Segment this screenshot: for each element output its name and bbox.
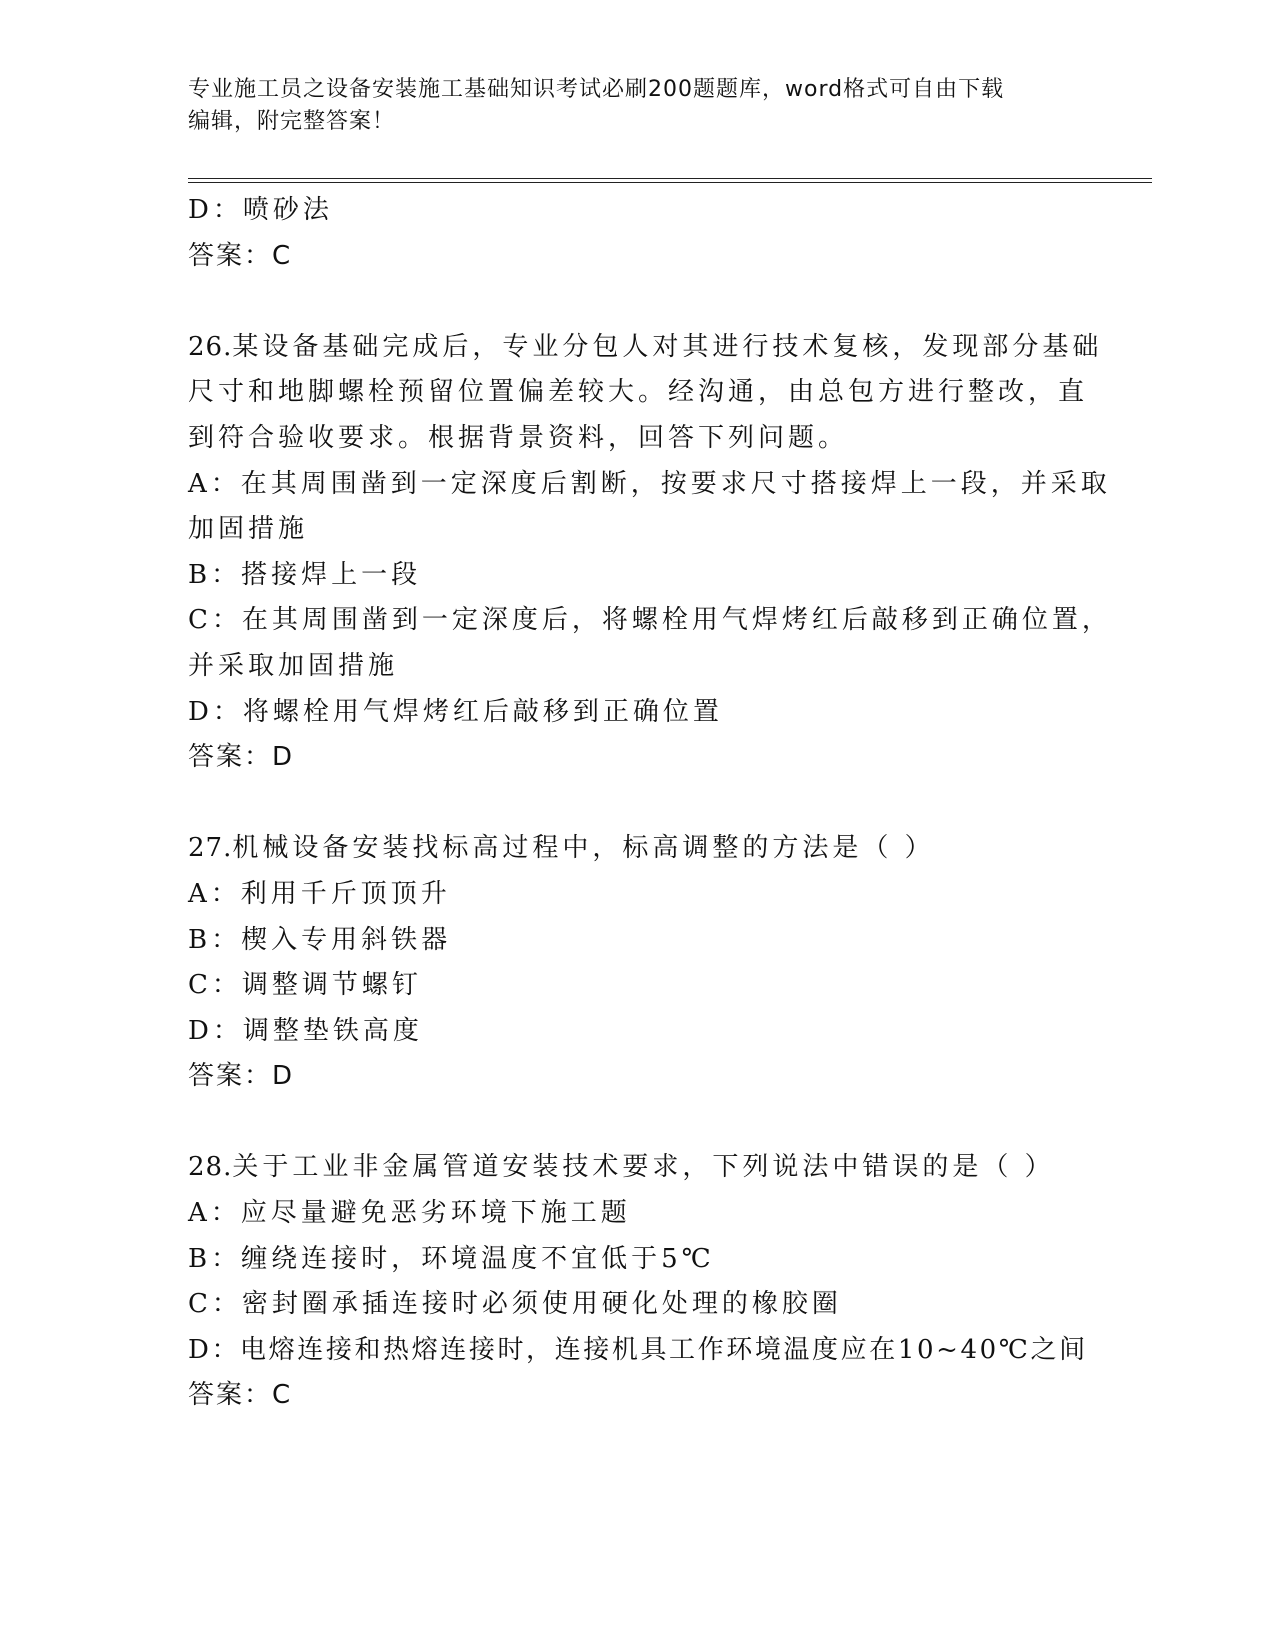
answer-label: 答案：: [188, 240, 273, 271]
page-header: [188, 74, 1088, 138]
option-text: 将螺栓用气焊烤红后敲移到正确位置: [242, 696, 723, 727]
question-stem-line: 尺寸和地脚螺栓预留位置偏差较大。经沟通，由总包方进行整改，直: [188, 377, 1089, 408]
answer-label: 答案：: [188, 1061, 273, 1092]
option-a: [188, 1191, 1088, 1237]
option-a: [188, 462, 1111, 508]
question-27: [188, 826, 1088, 1100]
option-text: 利用千斤顶顶升: [240, 878, 451, 909]
spacer: [188, 781, 1088, 827]
option-label: D：: [188, 696, 243, 727]
option-a: [188, 872, 1088, 918]
question-stem-text: 机械设备安装找标高过程中，标高调整的方法是（ ）: [232, 833, 935, 864]
question-content: [188, 188, 1112, 1419]
question-26: [188, 325, 1112, 781]
option-label: A：: [188, 1198, 241, 1229]
option-label: A：: [188, 468, 241, 499]
header-line-2: 编辑，附完整答案！: [188, 109, 396, 134]
answer-label: 答案：: [188, 1380, 273, 1411]
option-a-continued: 加固措施: [188, 514, 309, 545]
option-text: 密封圈承插连接时必须使用硬化处理的橡胶圈: [241, 1289, 842, 1320]
option-text: 在其周围凿到一定深度后割断，按要求尺寸搭接焊上一段，并采取: [240, 468, 1111, 499]
option-c: [188, 598, 1112, 644]
question-stem-line: [188, 325, 1103, 371]
option-c: [188, 1282, 1088, 1328]
option-text: 搭接焊上一段: [241, 559, 422, 590]
option-label: C：: [188, 605, 242, 636]
option-b: [188, 553, 1088, 599]
option-label: D：: [188, 1334, 241, 1365]
question-number: 26.: [188, 331, 233, 362]
header-divider: [188, 178, 1152, 183]
option-text: 调整调节螺钉: [241, 970, 422, 1001]
option-text: 楔入专用斜铁器: [241, 924, 452, 955]
question-stem-text: 关于工业非金属管道安装技术要求，下列说法中错误的是（ ）: [232, 1152, 1055, 1183]
question-stem-line: 到符合验收要求。根据背景资料，回答下列问题。: [188, 422, 849, 453]
question-number: 28.: [188, 1152, 233, 1183]
option-d: [188, 1009, 1088, 1055]
option-text: 应尽量避免恶劣环境下施工题: [240, 1198, 631, 1229]
option-text: 调整垫铁高度: [242, 1015, 423, 1046]
option-c-continued: 并采取加固措施: [188, 650, 399, 681]
spacer: [188, 279, 1088, 325]
option-d: [188, 1328, 1088, 1374]
answer-label: 答案：: [188, 742, 273, 773]
option-d: [188, 690, 1088, 736]
option-label: C：: [188, 1289, 242, 1320]
option-c: [188, 963, 1088, 1009]
answer-line: [188, 735, 1088, 781]
answer-value: C: [272, 1380, 292, 1411]
question-28: [188, 1145, 1088, 1419]
option-text: 在其周围凿到一定深度后，将螺栓用气焊烤红后敲移到正确位置，: [241, 605, 1112, 636]
option-text: 缠绕连接时，环境温度不宜低于5℃: [241, 1243, 715, 1274]
option-b: [188, 1237, 1088, 1283]
option-label: A：: [188, 878, 241, 909]
answer-value: C: [272, 240, 292, 271]
option-d-continued: D：喷砂法: [188, 195, 333, 225]
spacer: [188, 1100, 1088, 1146]
question-stem-text: 某设备基础完成后，专业分包人对其进行技术复核，发现部分基础: [232, 331, 1103, 362]
option-text: 电熔连接和热熔连接时，连接机具工作环境温度应在10~40℃之间: [240, 1334, 1088, 1365]
answer-value: D: [272, 1061, 294, 1092]
question-stem-line: [188, 1145, 1088, 1191]
answer-line: [188, 1373, 1088, 1419]
question-stem-line: [188, 826, 1088, 872]
answer-value: D: [272, 742, 294, 773]
option-label: D：: [188, 1015, 243, 1046]
header-line-1: 专业施工员之设备安装施工基础知识考试必刷200题题库，word格式可自由下载: [188, 77, 1005, 102]
option-label: B：: [188, 1243, 242, 1274]
option-label: C：: [188, 970, 242, 1001]
option-b: [188, 918, 1088, 964]
answer-line: [188, 1054, 1088, 1100]
option-label: B：: [188, 924, 242, 955]
question-number: 27.: [188, 833, 233, 864]
answer-line-25: [188, 234, 1088, 280]
option-label: B：: [188, 559, 242, 590]
